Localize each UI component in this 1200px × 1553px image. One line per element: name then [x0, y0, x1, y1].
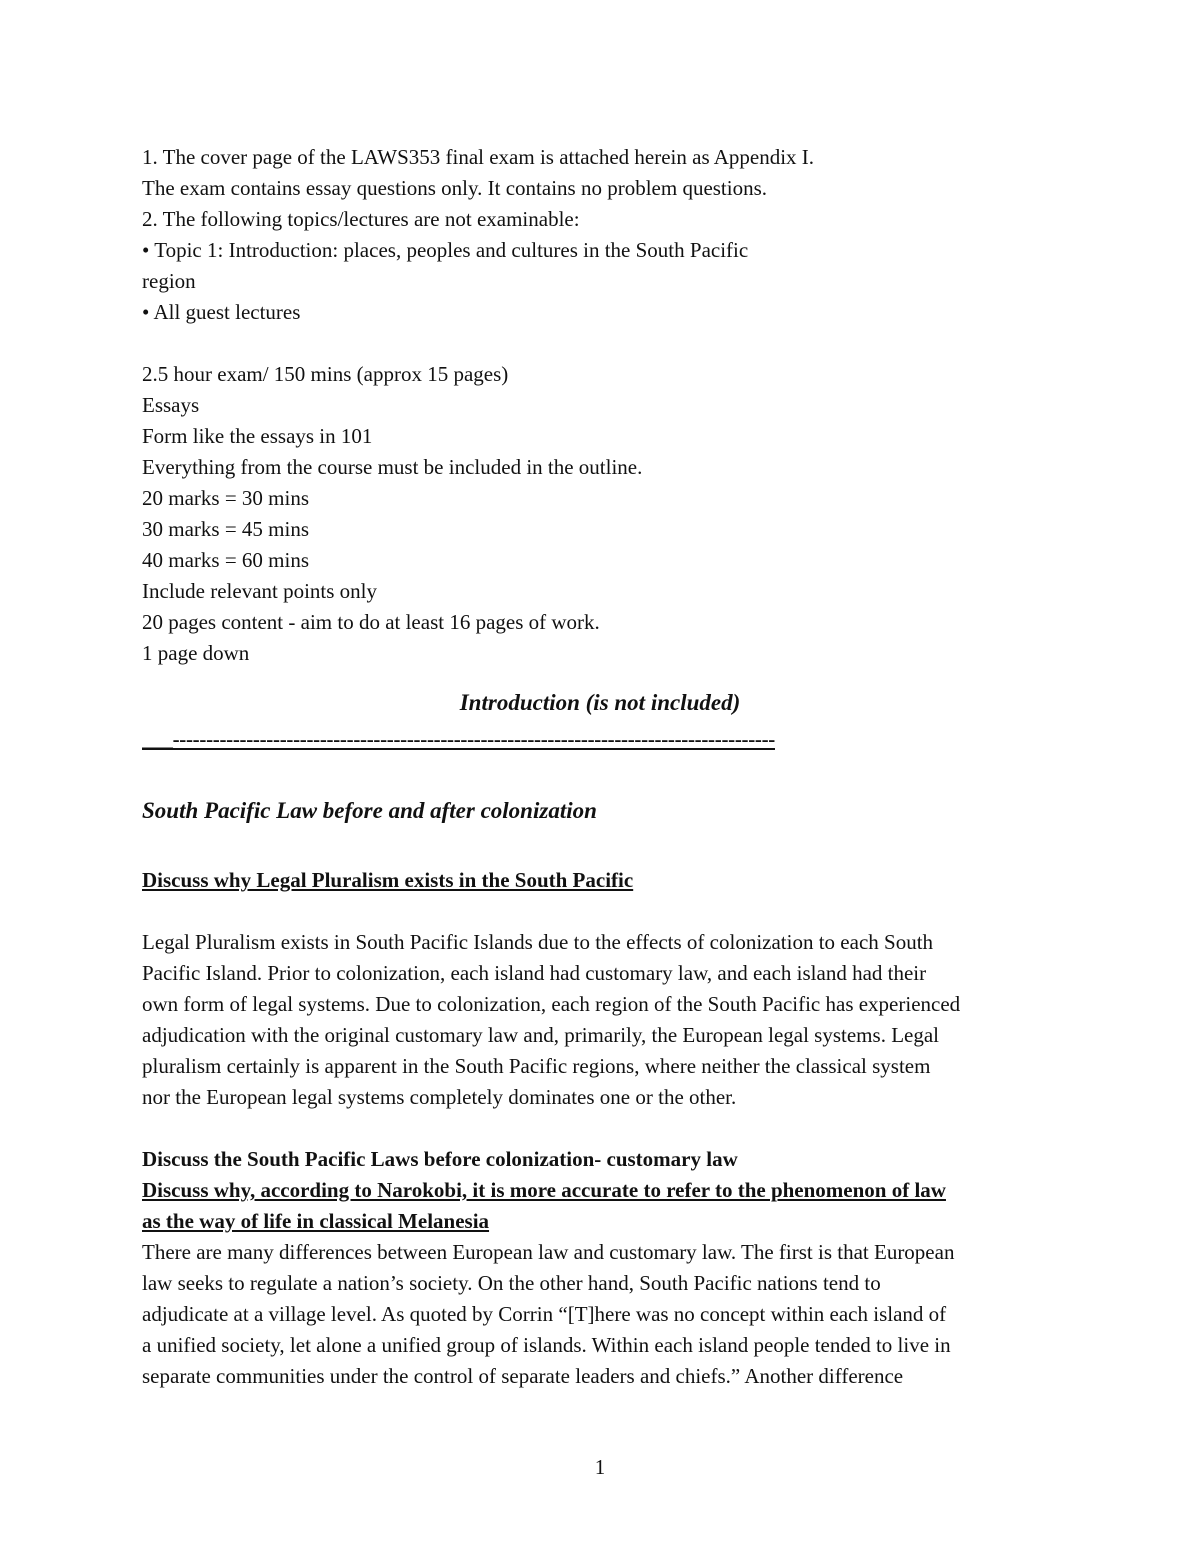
- note-bullet: • All guest lectures: [142, 300, 301, 324]
- question-block: [142, 1144, 1062, 1392]
- paragraph-line: nor the European legal systems completely dominates one or the other.: [142, 1085, 737, 1109]
- paragraph-line: pluralism certainly is apparent in the South Pacific regions, where neither the classical system: [142, 1054, 931, 1078]
- paragraph-line: Pacific Island. Prior to colonization, each island had customary law, and each island had their: [142, 961, 927, 985]
- note-line: 2. The following topics/lectures are not examinable:: [142, 207, 580, 231]
- paragraph-line: adjudication with the original customary law and, primarily, the European legal systems. Legal: [142, 1023, 939, 1047]
- exam-info-line: 20 pages content - aim to do at least 16 pages of work.: [142, 610, 600, 634]
- paragraph-line: Legal Pluralism exists in South Pacific Islands due to the effects of colonization to each South: [142, 930, 934, 954]
- answer-paragraph: [142, 927, 1062, 1113]
- note-bullet: • Topic 1: Introduction: places, peoples and cultures in the South Pacific: [142, 238, 749, 262]
- exam-info-line: 1 page down: [142, 641, 250, 665]
- note-line: The exam contains essay questions only. It contains no problem questions.: [142, 176, 768, 200]
- blank-line: [142, 328, 1062, 359]
- question-heading: as the way of life in classical Melanesia: [142, 1209, 490, 1233]
- section-heading: South Pacific Law before and after colonization: [142, 798, 597, 823]
- intro-heading: Introduction (is not included): [459, 690, 741, 715]
- exam-info-line: Essays: [142, 393, 200, 417]
- question-heading: Discuss why, according to Narokobi, it is more accurate to refer to the phenomenon of law: [142, 1178, 946, 1202]
- paragraph-line: own form of legal systems. Due to colonization, each region of the South Pacific has experienced: [142, 992, 961, 1016]
- paragraph-line: adjudicate at a village level. As quoted by Corrin “[T]here was no concept within each island of: [142, 1302, 947, 1326]
- exam-info-line: Form like the essays in 101: [142, 424, 373, 448]
- note-line: 1. The cover page of the LAWS353 final exam is attached herein as Appendix I.: [142, 145, 815, 169]
- paragraph-line: There are many differences between European law and customary law. The first is that European: [142, 1240, 955, 1264]
- divider-line: ___------------------------------------------------------------------------------------------: [142, 727, 775, 751]
- paragraph-line: a unified society, let alone a unified group of islands. Within each island people tended to live in: [142, 1333, 951, 1357]
- exam-info-line: 40 marks = 60 mins: [142, 548, 310, 572]
- question-heading: Discuss why Legal Pluralism exists in the South Pacific: [142, 868, 634, 892]
- question-heading: Discuss the South Pacific Laws before colonization- customary law: [142, 1147, 738, 1171]
- exam-info-line: 30 marks = 45 mins: [142, 517, 310, 541]
- exam-info-line: Everything from the course must be included in the outline.: [142, 455, 643, 479]
- page-content: [142, 142, 1062, 1392]
- note-line: region: [142, 269, 196, 293]
- paragraph-line: separate communities under the control of separate leaders and chiefs.” Another difference: [142, 1364, 904, 1388]
- page-number: 1: [594, 1455, 606, 1479]
- exam-info-line: Include relevant points only: [142, 579, 378, 603]
- paragraph-line: law seeks to regulate a nation’s society. On the other hand, South Pacific nations tend to: [142, 1271, 881, 1295]
- exam-info-line: 20 marks = 30 mins: [142, 486, 310, 510]
- exam-info-line: 2.5 hour exam/ 150 mins (approx 15 pages): [142, 362, 509, 386]
